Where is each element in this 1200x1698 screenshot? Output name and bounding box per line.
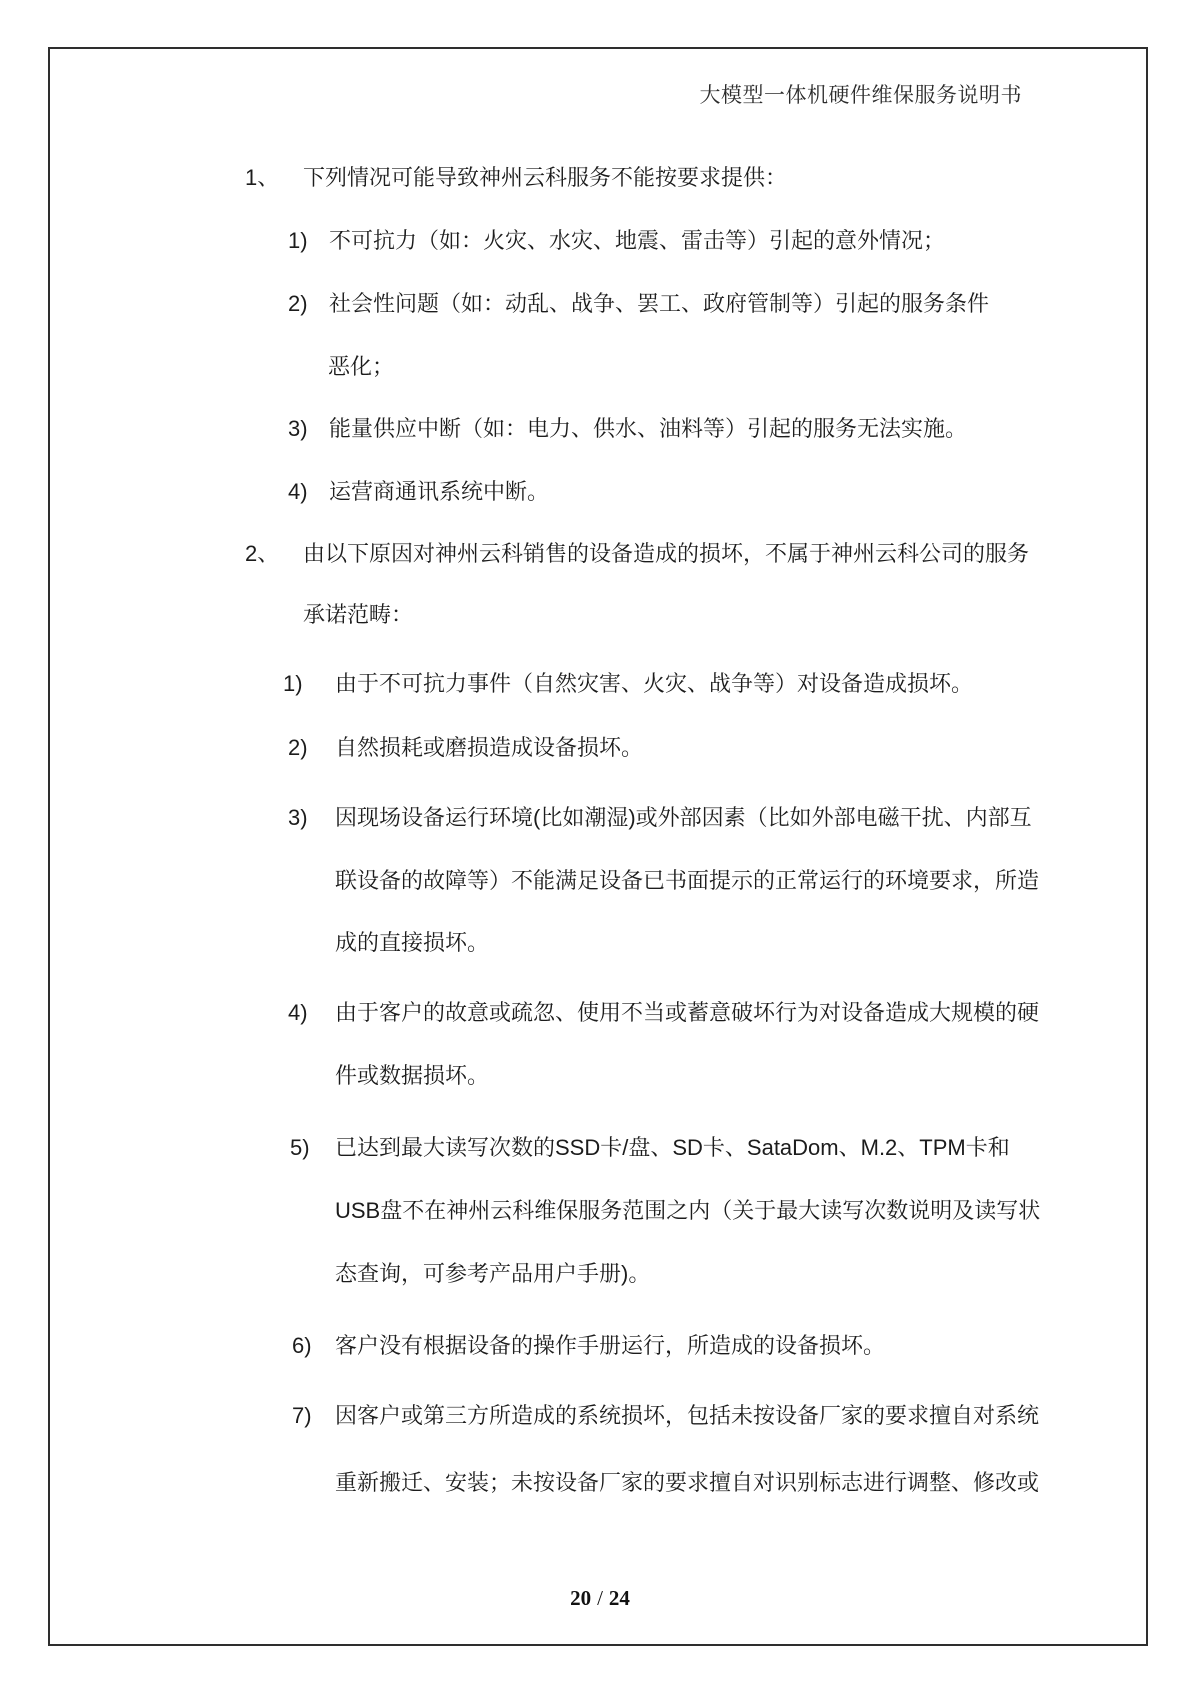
list-item-marker: 6)	[292, 1333, 312, 1358]
list-item-text: 重新搬迁、安装；未按设备厂家的要求擅自对识别标志进行调整、修改或	[335, 1470, 1040, 1495]
list-item-marker: 2)	[288, 291, 308, 316]
list-item-text: 已达到最大读写次数的SSD卡/盘、SD卡、SataDom、M.2、TPM卡和	[335, 1135, 1010, 1160]
list-item-text: 因客户或第三方所造成的系统损坏，包括未按设备厂家的要求擅自对系统	[335, 1403, 1040, 1428]
list-item-text: 社会性问题（如：动乱、战争、罢工、政府管制等）引起的服务条件	[329, 291, 990, 316]
footer-page-current: 20	[570, 1586, 592, 1610]
list-item-marker: 3)	[288, 416, 308, 441]
list-item-marker: 1、	[245, 165, 280, 190]
list-item-text: 能量供应中断（如：电力、供水、油料等）引起的服务无法实施。	[329, 416, 968, 441]
list-item-text: USB盘不在神州云科维保服务范围之内（关于最大读写次数说明及读写状	[335, 1198, 1041, 1223]
list-item-text: 联设备的故障等）不能满足设备已书面提示的正常运行的环境要求，所造	[335, 868, 1040, 893]
list-item-text: 由以下原因对神州云科销售的设备造成的损坏，不属于神州云科公司的服务	[303, 541, 1030, 566]
footer-page-number	[0, 1586, 1200, 1610]
list-item-text: 态查询，可参考产品用户手册)。	[335, 1261, 651, 1286]
list-item-text: 下列情况可能导致神州云科服务不能按要求提供：	[303, 165, 788, 190]
list-item-text: 件或数据损坏。	[335, 1063, 490, 1088]
list-item-text: 承诺范畴：	[303, 602, 414, 627]
list-item-text: 成的直接损坏。	[335, 930, 490, 955]
list-item-text: 运营商通讯系统中断。	[329, 479, 550, 504]
list-item-marker: 2)	[288, 735, 308, 760]
list-item-marker: 1)	[283, 671, 303, 696]
list-item-text: 由于不可抗力事件（自然灾害、火灾、战争等）对设备造成损坏。	[335, 671, 974, 696]
list-item-marker: 7)	[292, 1403, 312, 1428]
list-item-text: 因现场设备运行环境(比如潮湿)或外部因素（比如外部电磁干扰、内部互	[335, 805, 1032, 830]
list-item-text: 由于客户的故意或疏忽、使用不当或蓄意破坏行为对设备造成大规模的硬	[335, 1000, 1040, 1025]
list-item-marker: 4)	[288, 1000, 308, 1025]
list-item-marker: 4)	[288, 479, 308, 504]
list-item-marker: 3)	[288, 805, 308, 830]
list-item-marker: 1)	[288, 228, 308, 253]
page-header-title: 大模型一体机硬件维保服务说明书	[699, 83, 1022, 107]
footer-page-total: 24	[608, 1586, 630, 1610]
list-item-text: 自然损耗或磨损造成设备损坏。	[335, 735, 644, 760]
list-item-text: 不可抗力（如：火灾、水灾、地震、雷击等）引起的意外情况；	[329, 228, 946, 253]
list-item-marker: 5)	[290, 1135, 310, 1160]
list-item-text: 恶化；	[328, 354, 395, 379]
list-item-marker: 2、	[245, 541, 280, 566]
footer-page-separator: /	[597, 1586, 603, 1610]
list-item-text: 客户没有根据设备的操作手册运行，所造成的设备损坏。	[335, 1333, 886, 1358]
